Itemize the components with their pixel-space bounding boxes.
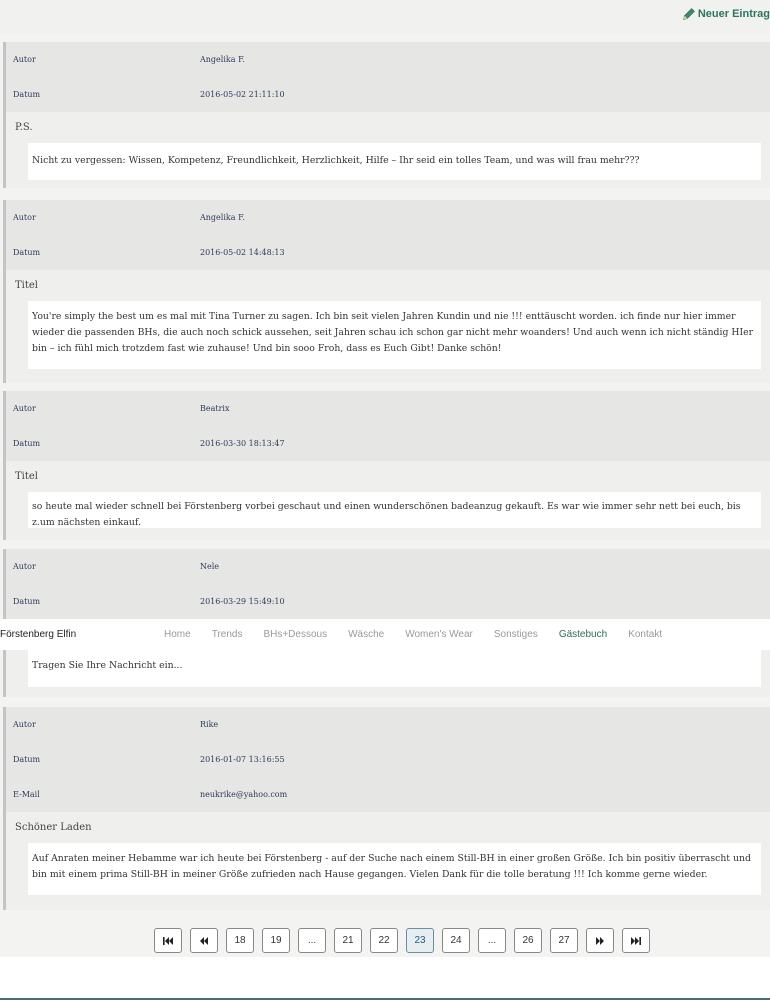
site-brand[interactable]: Förstenberg Elfin xyxy=(0,629,77,640)
guestbook-entry xyxy=(3,391,770,540)
pagination xyxy=(154,928,650,953)
author-row xyxy=(6,42,770,77)
nav-item-home[interactable]: Home xyxy=(164,629,191,640)
date-value: 2016-03-29 15:49:10 xyxy=(200,597,285,606)
first-page-icon xyxy=(163,937,173,945)
page-button[interactable]: 22 xyxy=(370,928,398,953)
author-label: Autor xyxy=(13,55,36,64)
page-button[interactable]: 19 xyxy=(262,928,290,953)
email-row xyxy=(6,777,770,812)
page-ellipsis: ... xyxy=(478,928,506,953)
page-button[interactable]: 18 xyxy=(226,928,254,953)
date-row xyxy=(6,426,770,461)
author-value: Beatrix xyxy=(200,404,230,413)
entry-message: Tragen Sie Ihre Nachricht ein... xyxy=(28,650,761,687)
entry-title: Titel xyxy=(15,471,39,482)
footer xyxy=(0,957,770,1000)
last-page-button[interactable] xyxy=(622,928,650,953)
author-value: Angelika F. xyxy=(200,55,245,64)
author-label: Autor xyxy=(13,720,36,729)
next-page-icon xyxy=(595,937,605,945)
nav-item-bhs-dessous[interactable]: BHs+Dessous xyxy=(263,629,328,640)
page-button[interactable]: 26 xyxy=(514,928,542,953)
guestbook-entry xyxy=(3,707,770,910)
date-row xyxy=(6,77,770,112)
email-value[interactable]: neukrike@yahoo.com xyxy=(200,790,288,799)
date-row xyxy=(6,584,770,619)
email-label: E-Mail xyxy=(13,790,40,799)
first-page-button[interactable] xyxy=(154,928,182,953)
date-label: Datum xyxy=(13,597,41,606)
previous-page-icon xyxy=(199,937,209,945)
author-label: Autor xyxy=(13,404,36,413)
entry-title: Titel xyxy=(15,280,39,291)
nav-item-waesche[interactable]: Wäsche xyxy=(348,629,385,640)
author-row xyxy=(6,707,770,742)
author-label: Autor xyxy=(13,213,36,222)
previous-page-button[interactable] xyxy=(190,928,218,953)
date-value: 2016-05-02 21:11:10 xyxy=(200,90,285,99)
entry-title: Schöner Laden xyxy=(15,822,92,833)
entry-message: so heute mal wieder schnell bei Förstenberg vorbei geschaut und einen wunderschönen badeanzug gekauft. Es war wie immer sehr nett bei euch, bis z.um nächsten einkauf. xyxy=(28,492,761,528)
date-row xyxy=(6,742,770,777)
author-value: Nele xyxy=(200,562,220,571)
nav-item-sonstiges[interactable]: Sonstiges xyxy=(493,629,538,640)
author-row xyxy=(6,200,770,235)
author-row xyxy=(6,391,770,426)
pencil-icon xyxy=(682,7,696,21)
top-bar xyxy=(0,0,770,34)
next-page-button[interactable] xyxy=(586,928,614,953)
main-navigation xyxy=(0,619,770,650)
author-label: Autor xyxy=(13,562,36,571)
nav-item-kontakt[interactable]: Kontakt xyxy=(628,629,663,640)
author-row xyxy=(6,549,770,584)
nav-item-trends[interactable]: Trends xyxy=(211,629,243,640)
author-value: Rike xyxy=(200,720,219,729)
date-row xyxy=(6,235,770,270)
entry-title: P.S. xyxy=(15,122,33,133)
date-value: 2016-05-02 14:48:13 xyxy=(200,248,285,257)
entry-message: Nicht zu vergessen: Wissen, Kompetenz, Freundlichkeit, Herzlichkeit, Hilfe – Ihr seid ein tolles Team, und was will frau mehr??? xyxy=(28,143,761,180)
date-label: Datum xyxy=(13,248,41,257)
date-label: Datum xyxy=(13,439,41,448)
new-entry-link[interactable] xyxy=(682,7,770,21)
page-button[interactable]: 27 xyxy=(550,928,578,953)
guestbook-entry xyxy=(3,42,770,188)
page-button[interactable]: 24 xyxy=(442,928,470,953)
entry-message: You're simply the best um es mal mit Tina Turner zu sagen. Ich bin seit vielen Jahren Kundin und nie !!! enttäuscht worden. ich finde nur hier immer wieder die passenden BHs, die auch noch schick aussehen, seit Jahren schau ich schon gar nicht mehr woanders! Und auch wenn ich nicht ständig HIer bin – ich fühl mich trotzdem fast wie zuhause! Und bin sooo Froh, dass es Euch Gibt! Danke schön! xyxy=(28,301,761,369)
entry-message: Auf Anraten meiner Hebamme war ich heute bei Förstenberg - auf der Suche nach einem Still-BH in einer großen Größe. Ich bin positiv überrascht und bin mit einem prima Still-BH in meiner Größe zufrieden nach Hause gegangen. Vielen Dank für die tolle beratung !!! Ich komme gerne wieder. xyxy=(28,843,761,895)
nav-item-womens-wear[interactable]: Women's Wear xyxy=(405,629,473,640)
new-entry-label: Neuer Eintrag xyxy=(697,8,770,20)
nav-item-gaestebuch[interactable]: Gästebuch xyxy=(558,629,608,640)
guestbook-entry xyxy=(3,200,770,383)
author-value: Angelika F. xyxy=(200,213,245,222)
date-label: Datum xyxy=(13,755,41,764)
date-value: 2016-03-30 18:13:47 xyxy=(200,439,285,448)
date-value: 2016-01-07 13:16:55 xyxy=(200,755,285,764)
page-ellipsis: ... xyxy=(298,928,326,953)
page-button[interactable]: 21 xyxy=(334,928,362,953)
date-label: Datum xyxy=(13,90,41,99)
current-page-button[interactable]: 23 xyxy=(406,928,434,953)
last-page-icon xyxy=(631,937,641,945)
